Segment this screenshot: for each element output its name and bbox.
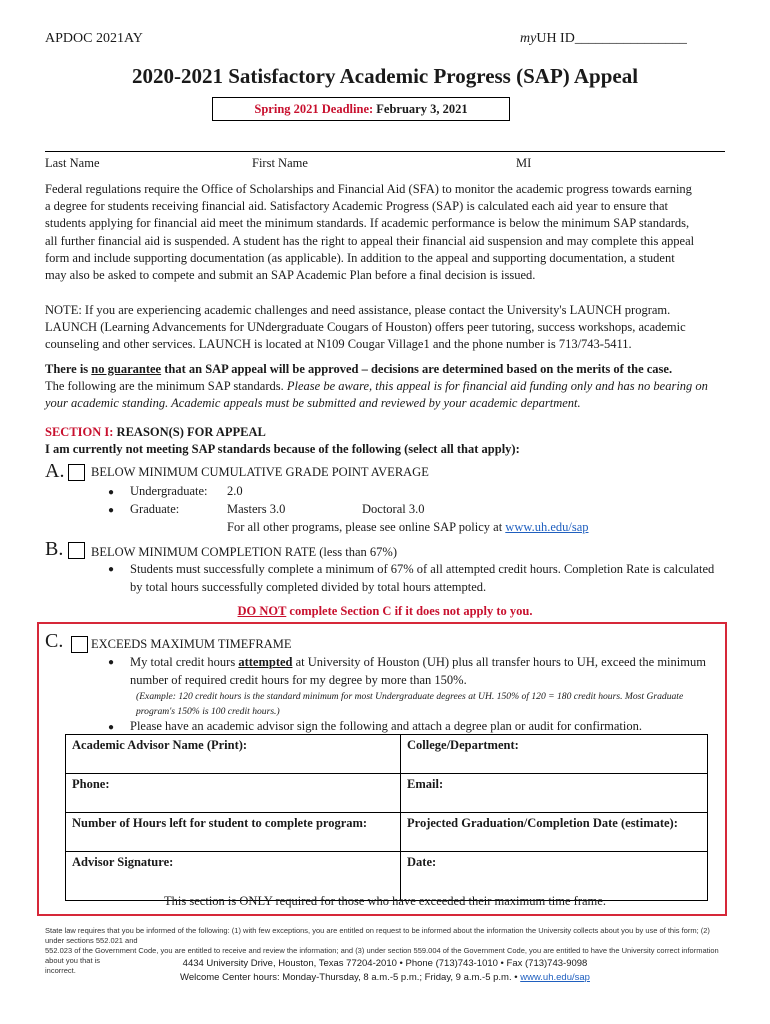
first-name-label: First Name	[252, 156, 308, 170]
masters-value: Masters 3.0	[227, 502, 286, 516]
footer-hours-line	[0, 971, 770, 985]
reason-b-title: BELOW MINIMUM COMPLETION RATE (less than 67%)	[91, 545, 397, 559]
reason-b-line: by total hours successfully completed divided by total hours attempted.	[130, 579, 487, 594]
page-title: 2020-2021 Satisfactory Academic Progress (SAP) Appeal	[131, 64, 639, 88]
standards-text: The following are the minimum SAP standards.	[45, 379, 287, 394]
intro-line: may also be asked to compete and submit an SAP Academic Plan before a final decision is issued.	[45, 268, 536, 283]
example-line: (Example: 120 credit hours is the standard minimum for most Undergraduate degrees at UH. 150% of 120 = 180 credit hours. Most Graduate	[136, 691, 684, 702]
reason-c-text: number of required credit hours for my degree by more than 150%.	[130, 672, 467, 687]
other-programs-line	[227, 520, 589, 535]
advisor-table	[65, 734, 708, 901]
undergrad-value: 2.0	[227, 484, 243, 498]
email-field[interactable]: Email:	[401, 774, 708, 813]
name-line[interactable]	[45, 151, 725, 152]
myuh-prefix: my	[520, 31, 537, 46]
note-line: counseling and other services. LAUNCH is located at N109 Cougar Village1 and the phone number is 713/743-5411.	[45, 337, 632, 352]
intro-paragraph	[45, 181, 717, 284]
reason-b-letter: B.	[45, 538, 64, 560]
standards-note-line: your academic standing. Academic appeals must be submitted and reviewed by your academic department.	[45, 396, 581, 411]
reason-a-checkbox[interactable]	[68, 464, 85, 481]
legal-line: 552.023 of the Government Code, you are entitled to receive and review the information; and (3) under section 559.004 of the Government Code, you are entitled to have the University correct information about you that is	[45, 946, 719, 965]
section1-heading	[45, 424, 717, 458]
note-line: LAUNCH (Learning Advancements for UNdergraduate Cougars of Houston) offers peer tutoring, success workshops, academic	[45, 320, 686, 335]
reason-b-checkbox[interactable]	[68, 542, 85, 559]
legal-line: State law requires that you be informed of the following: (1) with few exceptions, you are entitled on request to be informed about the information the University collects about you by use of this form; (2) under sections 552.021 and	[45, 926, 710, 945]
intro-line: a degree for students receiving financial aid. Satisfactory Academic Progress (SAP) is calculated each aid year to ensure that	[45, 199, 669, 214]
timeframe-example	[136, 689, 683, 719]
reason-a-letter: A.	[45, 460, 65, 482]
deadline-box	[212, 97, 510, 121]
attempted-text: attempted	[238, 655, 293, 669]
reason-c-letter: C.	[45, 630, 64, 652]
example-line: program's 150% is 100 credit hours.)	[136, 706, 280, 717]
advisor-name-field[interactable]: Academic Advisor Name (Print):	[66, 735, 401, 774]
table-row	[66, 813, 708, 852]
bullet-icon: ●	[108, 505, 115, 516]
standards-line	[45, 378, 717, 395]
table-row	[66, 774, 708, 813]
form-code: APDOC 2021AY	[45, 31, 143, 46]
deadline-label: Spring 2021 Deadline:	[254, 102, 374, 116]
no-guarantee-text: no guarantee	[91, 362, 162, 376]
phone-field[interactable]: Phone:	[66, 774, 401, 813]
do-not-text: DO NOT	[237, 604, 287, 618]
section1-label: SECTION I:	[45, 425, 117, 439]
bullet-icon: ●	[108, 564, 115, 575]
reason-b-line: Students must successfully complete a minimum of 67% of all attempted credit hours. Completion Rate is calculated	[130, 562, 715, 576]
standards-note: Please be aware, this appeal is for financial aid funding only and has no bearing on	[286, 379, 708, 394]
reason-b-text	[130, 561, 714, 596]
section1-title: REASON(S) FOR APPEAL	[116, 425, 266, 439]
intro-line: all further financial aid is suspended. A student has the right to appeal their financial aid suspension and may complete this appeal	[45, 233, 695, 248]
guarantee-text: There is	[45, 362, 92, 376]
section-c-warning	[0, 604, 770, 619]
doctoral-value: Doctoral 3.0	[362, 502, 425, 516]
deadline-date: February 3, 2021	[376, 102, 468, 116]
reason-c-text: My total credit hours	[130, 655, 239, 669]
legal-line: incorrect.	[45, 966, 76, 975]
bullet-icon: ●	[108, 722, 115, 733]
reason-c-text: at University of Houston (UH) plus all transfer hours to UH, exceed the minimum	[292, 655, 706, 669]
warning-text: complete Section C if it does not apply to you.	[286, 604, 533, 618]
intro-line: form and include supporting documentation (as applicable). In addition to the appeal and supporting documentation, a student	[45, 250, 675, 265]
myuh-id-field[interactable]	[520, 31, 687, 47]
reason-c-bullet2: Please have an academic advisor sign the following and attach a degree plan or audit for confirmation.	[130, 719, 642, 733]
section-c-note: This section is ONLY required for those who have exceeded their maximum time frame.	[164, 894, 606, 908]
reason-a-title: BELOW MINIMUM CUMULATIVE GRADE POINT AVERAGE	[91, 465, 429, 479]
myuh-id-label: UH ID________________	[536, 31, 687, 46]
undergrad-label: Undergraduate:	[130, 484, 208, 498]
college-department-field[interactable]: College/Department:	[401, 735, 708, 774]
advisor-signature-field[interactable]: Advisor Signature:	[66, 852, 401, 901]
guarantee-text: that an SAP appeal will be approved – decisions are determined based on the merits of the case.	[161, 362, 673, 376]
grad-label: Graduate:	[130, 502, 180, 516]
mi-label: MI	[516, 156, 532, 170]
reason-c-bullet1	[130, 654, 706, 689]
intro-line: Federal regulations require the Office of Scholarships and Financial Aid (SFA) to monitor the academic progress towards earning	[45, 182, 692, 196]
footer-address: 4434 University Drive, Houston, Texas 77204-2010 • Phone (713)743-1010 • Fax (713)743-9098	[182, 958, 588, 969]
graduation-date-field[interactable]: Projected Graduation/Completion Date (estimate):	[401, 813, 708, 852]
footer-hours: Welcome Center hours: Monday-Thursday, 8 a.m.-5 p.m.; Friday, 9 a.m.-5 p.m. •	[180, 972, 521, 983]
bullet-icon: ●	[108, 487, 115, 498]
section1-prompt: I am currently not meeting SAP standards because of the following (select all that apply):	[45, 442, 520, 457]
hours-left-field[interactable]: Number of Hours left for student to complete program:	[66, 813, 401, 852]
note-line: NOTE: If you are experiencing academic challenges and need assistance, please contact the University's LAUNCH program.	[45, 303, 671, 317]
reason-c-title: EXCEEDS MAXIMUM TIMEFRAME	[91, 637, 292, 651]
date-field[interactable]: Date:	[401, 852, 708, 901]
other-programs-text: For all other programs, please see online SAP policy at	[227, 520, 506, 534]
intro-line: students applying for financial aid meet the minimum standards. If academic performance is below the minimum SAP standards,	[45, 216, 690, 231]
guarantee-paragraph	[45, 361, 717, 413]
last-name-label: Last Name	[45, 156, 100, 170]
guarantee-line	[45, 361, 717, 378]
note-paragraph	[45, 302, 717, 354]
table-row	[66, 735, 708, 774]
bullet-icon: ●	[108, 657, 115, 668]
reason-c-checkbox[interactable]	[71, 636, 88, 653]
footer-sap-link[interactable]: www.uh.edu/sap	[520, 972, 590, 983]
sap-policy-link[interactable]: www.uh.edu/sap	[505, 520, 589, 534]
